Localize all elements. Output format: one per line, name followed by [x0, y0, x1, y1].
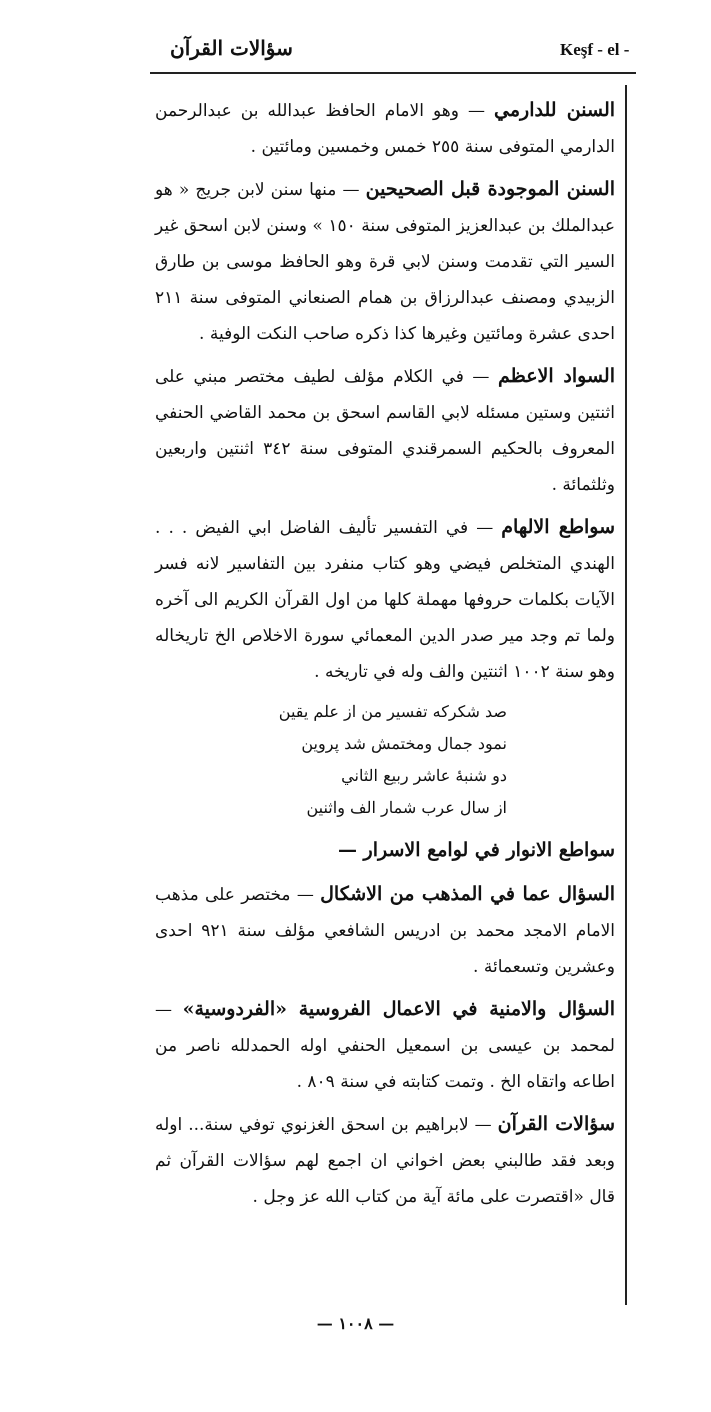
entry	[155, 876, 615, 985]
standalone-entry-title: سواطع الانوار في لوامع الاسرار —	[337, 839, 615, 861]
entry-text: — وهو الامام الحافظ عبدالله بن عبدالرحمن الدارمي المتوفى سنة ٢٥٥ خمس وخمسين ومائتين .	[155, 101, 615, 157]
entry-text: — في الكلام مؤلف لطيف مختصر مبني على اثنتين وستين مسئله لابي القاسم اسحق بن محمد القاضي الحنفي المعروف بالحكيم السمرقندي المتوفى سنة ٣٤٢ اثنتين واربعين وثلثمائة .	[155, 367, 615, 495]
entry	[155, 509, 615, 690]
verse-line: از سال عرب شمار الف واثنين	[306, 798, 507, 817]
entry	[155, 991, 615, 1100]
entry-text: — منها سنن لابن جريج « هو عبدالملك بن عبدالعزيز المتوفى سنة ١٥٠ » وسنن لابن اسحق غير السير التي تقدمت وسنن لابي قرة وهو الحافظ موسى بن طارق الزبيدي ومصنف عبدالرزاق بن همام الصنعاني المتوفى سنة ٢١١ احدى عشرة ومائتين وغيرها كذا ذكره صاحب النكت الوفية .	[155, 180, 615, 344]
entry	[155, 171, 615, 352]
verse-line: دو شنبهٔ عاشر ربيع الثاني	[341, 766, 507, 785]
entry-title: سؤالات القرآن	[497, 1113, 615, 1135]
entry-text: — لمحمد بن عيسى بن اسمعيل الحنفي اوله الحمدلله ناصر من اطاعه واتقاه الخ . وتمت كتابته في سنة ٨٠٩ .	[155, 1000, 615, 1092]
main-text-column	[155, 92, 615, 1221]
entry	[155, 92, 615, 165]
verse-block	[155, 696, 615, 824]
entry-title: السنن الموجودة قبل الصحيحين	[365, 178, 615, 200]
entry-text: — لابراهيم بن اسحق الغزنوي توفي سنة... اوله وبعد فقد طالبني بعض اخواني ان اجمع لهم سؤالات القرآن ثم قال «اقتصرت على مائة آية من كتاب الله عز وجل .	[155, 1115, 615, 1207]
entry-title: السؤال والامنية في الاعمال الفروسية «الفردوسية»	[182, 998, 615, 1020]
entry-title: السنن للدارمي	[494, 99, 616, 121]
entry	[155, 1106, 615, 1215]
entry-text: — في التفسير تأليف الفاضل ابي الفيض . . . الهندي المتخلص فيضي وهو كتاب منفرد بين التفاسير لانه فسر الآيات بكلمات حروفها مهملة كلها من اول القرآن الكريم الى آخره ولما تم وجد مير صدر الدين المعمائي سورة الاخلاص الخ تاريخاله وهو سنة ١٠٠٢ اثنتين والف وله في تاريخه .	[155, 518, 615, 682]
running-header-left: Keşf - el -	[560, 40, 630, 59]
verse-line: صد شكركه تفسير من از علم يقين	[278, 702, 507, 721]
header-rule	[150, 72, 636, 74]
entry-title: السؤال عما في المذهب من الاشكال	[320, 883, 616, 905]
entry-title: سواطع الالهام	[501, 516, 616, 538]
page-number: — ١٠٠٨ —	[316, 1314, 395, 1333]
verse-line: نمود جمال ومختمش شد پروين	[301, 734, 507, 753]
entry	[155, 358, 615, 503]
column-rule	[625, 85, 627, 1305]
entry-title: السواد الاعظم	[497, 365, 615, 387]
entry-text: — مختصر على مذهب الامام الامجد محمد بن ادريس الشافعي مؤلف سنة ٩٢١ احدى وعشرين وتسعمائة .	[155, 885, 615, 977]
running-header-title: سؤالات القرآن	[170, 36, 293, 60]
